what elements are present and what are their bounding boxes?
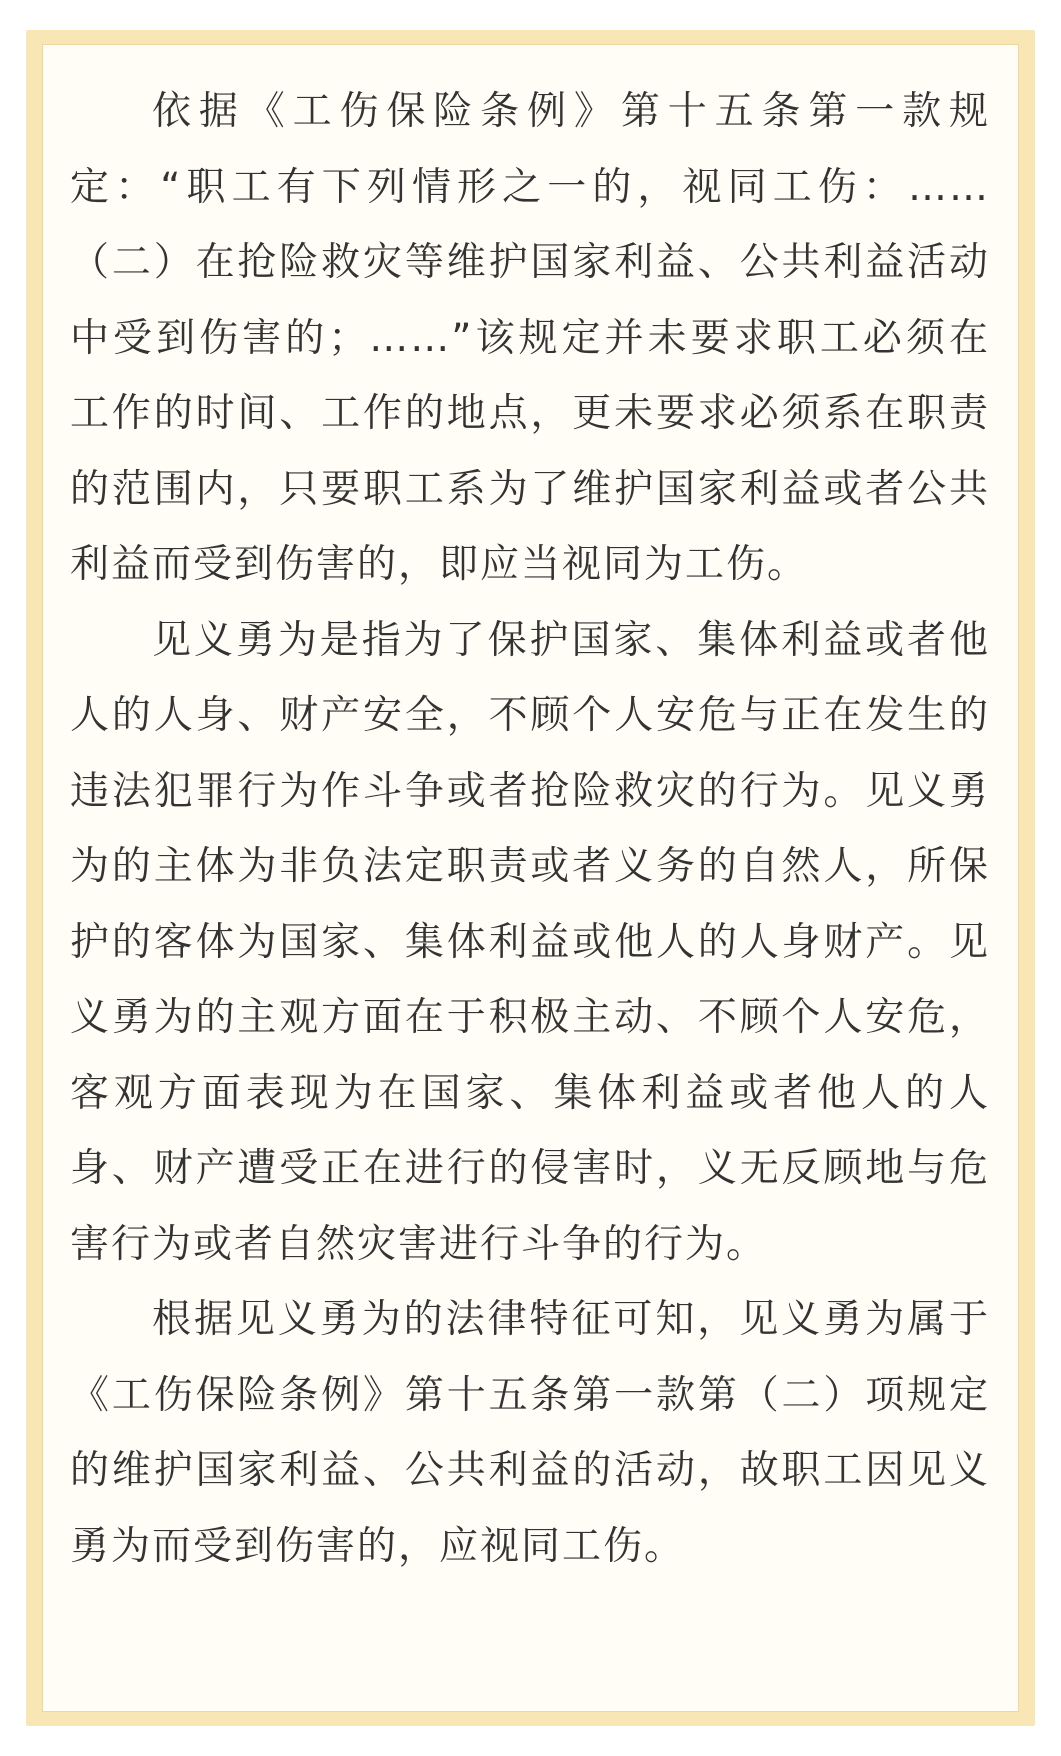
- paragraph-1: 依据《工伤保险条例》第十五条第一款规定：“职工有下列情形之一的，视同工伤：……（二）在抢险救灾等维护国家利益、公共利益活动中受到伤害的；……”该规定并未要求职工必须在工作的时间、工作的地点，更未要求必须系在职责的范围内，只要职工系为了维护国家利益或者公共利益而受到伤害的，即应当视同为工伤。: [70, 89, 990, 587]
- paragraph-2: 见义勇为是指为了保护国家、集体利益或者他人的人身、财产安全，不顾个人安危与正在发生的违法犯罪行为作斗争或者抢险救灾的行为。见义勇为的主体为非负法定职责或者义务的自然人，所保护的客体为国家、集体利益或他人的人身财产。见义勇为的主观方面在于积极主动、不顾个人安危，客观方面表现为在国家、集体利益或者他人的人身、财产遭受正在进行的侵害时，义无反顾地与危害行为或者自然灾害进行斗争的行为。: [70, 617, 990, 1267]
- paragraph-3: 根据见义勇为的法律特征可知，见义勇为属于《工伤保险条例》第十五条第一款第（二）项规定的维护国家利益、公共利益的活动，故职工因见义勇为而受到伤害的，应视同工伤。: [70, 1297, 990, 1569]
- article-body: [70, 74, 990, 1584]
